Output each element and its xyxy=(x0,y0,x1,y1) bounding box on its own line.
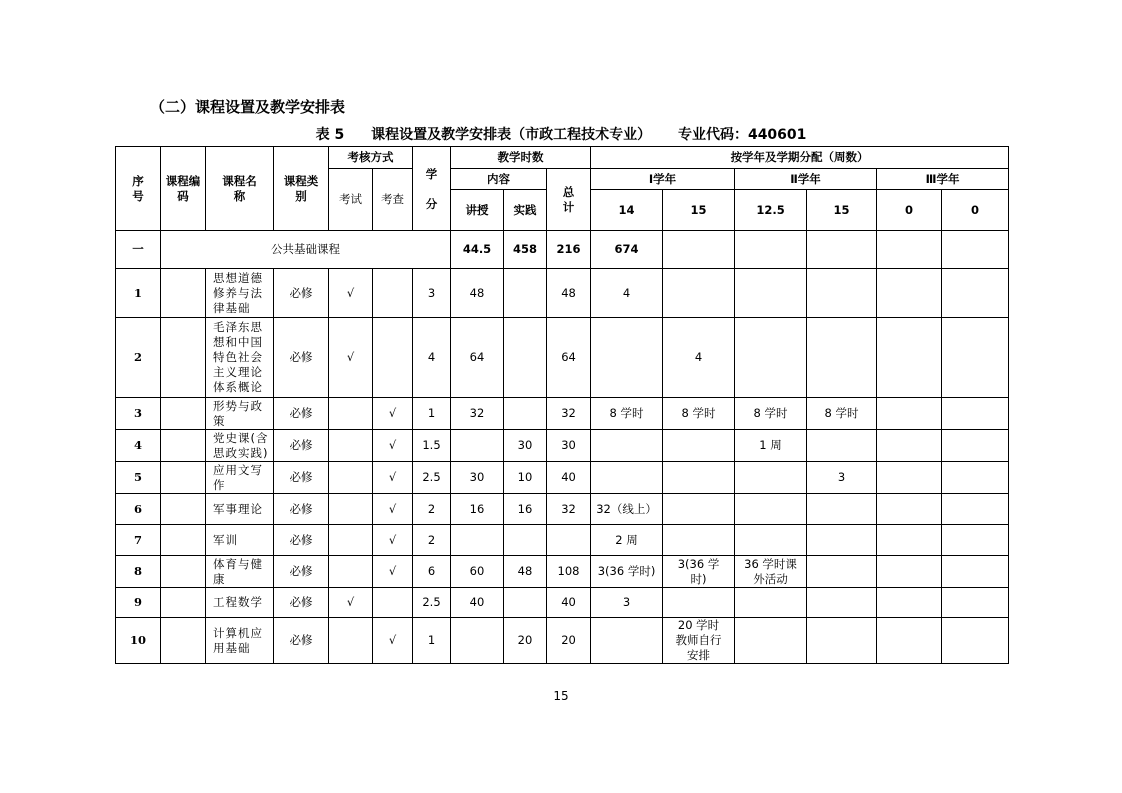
header-credit: 学分 xyxy=(413,147,451,231)
cell-practice: 10 xyxy=(504,462,547,494)
cell-check: √ xyxy=(373,494,413,525)
course-table xyxy=(115,146,1009,664)
header-seq: 序号 xyxy=(116,147,161,231)
cell-seq: 6 xyxy=(116,494,161,525)
cell-total: 40 xyxy=(547,588,591,618)
table-row xyxy=(116,588,1009,618)
cell-code xyxy=(161,525,206,556)
cell-s6 xyxy=(942,318,1009,398)
cell-s1: 4 xyxy=(591,269,663,318)
category-cell xyxy=(663,231,735,269)
cell-lecture xyxy=(451,430,504,462)
cell-s5 xyxy=(877,398,942,430)
cell-s3 xyxy=(735,318,807,398)
cell-s2: 4 xyxy=(663,318,735,398)
cell-exam: √ xyxy=(329,269,373,318)
cell-practice: 16 xyxy=(504,494,547,525)
cell-s1: 8 学时 xyxy=(591,398,663,430)
cell-exam xyxy=(329,430,373,462)
cell-exam xyxy=(329,556,373,588)
header-name: 课程名称 xyxy=(206,147,274,231)
category-lecture: 458 xyxy=(504,231,547,269)
cell-s2 xyxy=(663,525,735,556)
cell-code xyxy=(161,556,206,588)
cell-exam: √ xyxy=(329,588,373,618)
table-row xyxy=(116,556,1009,588)
cell-seq: 4 xyxy=(116,430,161,462)
cell-s3 xyxy=(735,618,807,664)
cell-s1: 2 周 xyxy=(591,525,663,556)
cell-check xyxy=(373,318,413,398)
cell-s6 xyxy=(942,494,1009,525)
cell-s3: 1 周 xyxy=(735,430,807,462)
category-seq: 一 xyxy=(116,231,161,269)
cell-code xyxy=(161,462,206,494)
category-credit: 44.5 xyxy=(451,231,504,269)
cell-s2 xyxy=(663,588,735,618)
header-total: 总计 xyxy=(547,169,591,231)
header-week-1: 14 xyxy=(591,190,663,231)
cell-total: 108 xyxy=(547,556,591,588)
cell-s5 xyxy=(877,269,942,318)
cell-check xyxy=(373,588,413,618)
cell-seq: 2 xyxy=(116,318,161,398)
cell-seq: 7 xyxy=(116,525,161,556)
cell-code xyxy=(161,618,206,664)
cell-s6 xyxy=(942,525,1009,556)
cell-s4 xyxy=(807,269,877,318)
cell-name: 体育与健康 xyxy=(206,556,274,588)
table-row xyxy=(116,618,1009,664)
cell-check: √ xyxy=(373,525,413,556)
cell-s3 xyxy=(735,494,807,525)
category-cell xyxy=(942,231,1009,269)
cell-check: √ xyxy=(373,462,413,494)
cell-check: √ xyxy=(373,618,413,664)
cell-total xyxy=(547,525,591,556)
table-row xyxy=(116,398,1009,430)
cell-credit: 2.5 xyxy=(413,588,451,618)
cell-practice xyxy=(504,525,547,556)
cell-s6 xyxy=(942,398,1009,430)
cell-s2: 20 学时教师自行安排 xyxy=(663,618,735,664)
cell-name: 军训 xyxy=(206,525,274,556)
cell-type: 必修 xyxy=(274,588,329,618)
table-title: 课程设置及教学安排表（市政工程技术专业） xyxy=(371,127,652,143)
cell-s5 xyxy=(877,494,942,525)
cell-s4 xyxy=(807,618,877,664)
cell-practice xyxy=(504,398,547,430)
cell-s5 xyxy=(877,318,942,398)
cell-type: 必修 xyxy=(274,494,329,525)
cell-total: 32 xyxy=(547,494,591,525)
cell-lecture: 48 xyxy=(451,269,504,318)
cell-s1: 32（线上） xyxy=(591,494,663,525)
header-lecture: 讲授 xyxy=(451,190,504,231)
table-row xyxy=(116,430,1009,462)
cell-s6 xyxy=(942,430,1009,462)
cell-s1: 3(36 学时) xyxy=(591,556,663,588)
cell-type: 必修 xyxy=(274,398,329,430)
header-check: 考查 xyxy=(373,169,413,231)
cell-practice xyxy=(504,269,547,318)
category-row xyxy=(116,231,1009,269)
cell-s1 xyxy=(591,462,663,494)
cell-exam xyxy=(329,462,373,494)
table-label: 表 5 xyxy=(315,127,345,143)
header-type: 课程类别 xyxy=(274,147,329,231)
cell-credit: 1.5 xyxy=(413,430,451,462)
cell-s5 xyxy=(877,556,942,588)
page-number: 15 xyxy=(553,689,569,703)
header-hours: 教学时数 xyxy=(451,147,591,169)
cell-s2: 8 学时 xyxy=(663,398,735,430)
cell-s3 xyxy=(735,269,807,318)
cell-code xyxy=(161,398,206,430)
cell-s3 xyxy=(735,588,807,618)
header-week-4: 15 xyxy=(807,190,877,231)
cell-s3: 8 学时 xyxy=(735,398,807,430)
category-total: 674 xyxy=(591,231,663,269)
cell-s5 xyxy=(877,430,942,462)
cell-s6 xyxy=(942,618,1009,664)
cell-type: 必修 xyxy=(274,430,329,462)
cell-exam xyxy=(329,525,373,556)
cell-s1 xyxy=(591,618,663,664)
cell-s2 xyxy=(663,430,735,462)
header-week-2: 15 xyxy=(663,190,735,231)
cell-name: 党史课(含思政实践) xyxy=(206,430,274,462)
cell-s2: 3(36 学时) xyxy=(663,556,735,588)
cell-practice: 48 xyxy=(504,556,547,588)
cell-practice xyxy=(504,588,547,618)
header-year-1: Ⅰ学年 xyxy=(591,169,735,190)
cell-credit: 1 xyxy=(413,618,451,664)
cell-s4: 8 学时 xyxy=(807,398,877,430)
cell-seq: 1 xyxy=(116,269,161,318)
header-code: 课程编码 xyxy=(161,147,206,231)
category-practice: 216 xyxy=(547,231,591,269)
cell-s5 xyxy=(877,618,942,664)
cell-code xyxy=(161,318,206,398)
cell-exam xyxy=(329,398,373,430)
cell-name: 计算机应用基础 xyxy=(206,618,274,664)
header-row-1 xyxy=(116,147,1009,169)
cell-exam: √ xyxy=(329,318,373,398)
cell-seq: 9 xyxy=(116,588,161,618)
cell-lecture: 30 xyxy=(451,462,504,494)
cell-name: 军事理论 xyxy=(206,494,274,525)
cell-total: 64 xyxy=(547,318,591,398)
cell-total: 30 xyxy=(547,430,591,462)
header-content: 内容 xyxy=(451,169,547,190)
category-cell xyxy=(735,231,807,269)
cell-s1: 3 xyxy=(591,588,663,618)
cell-code xyxy=(161,430,206,462)
category-name: 公共基础课程 xyxy=(161,231,451,269)
cell-lecture: 60 xyxy=(451,556,504,588)
cell-exam xyxy=(329,494,373,525)
major-code: 专业代码：440601 xyxy=(677,127,807,143)
cell-s4 xyxy=(807,494,877,525)
cell-name: 形势与政策 xyxy=(206,398,274,430)
cell-s1 xyxy=(591,430,663,462)
header-week-6: 0 xyxy=(942,190,1009,231)
table-row xyxy=(116,525,1009,556)
cell-exam xyxy=(329,618,373,664)
cell-s2 xyxy=(663,462,735,494)
table-row xyxy=(116,494,1009,525)
cell-s3 xyxy=(735,462,807,494)
cell-type: 必修 xyxy=(274,462,329,494)
table-caption xyxy=(0,124,1122,144)
cell-s3 xyxy=(735,525,807,556)
cell-type: 必修 xyxy=(274,556,329,588)
header-week-3: 12.5 xyxy=(735,190,807,231)
cell-s5 xyxy=(877,462,942,494)
cell-name: 思想道德修养与法律基础 xyxy=(206,269,274,318)
section-title: （二）课程设置及教学安排表 xyxy=(150,98,346,116)
cell-check: √ xyxy=(373,430,413,462)
cell-name: 毛泽东思想和中国特色社会主义理论体系概论 xyxy=(206,318,274,398)
cell-practice: 30 xyxy=(504,430,547,462)
cell-practice xyxy=(504,318,547,398)
cell-credit: 6 xyxy=(413,556,451,588)
cell-code xyxy=(161,269,206,318)
cell-s4 xyxy=(807,588,877,618)
cell-lecture xyxy=(451,525,504,556)
header-week-5: 0 xyxy=(877,190,942,231)
cell-s3: 36 学时课外活动 xyxy=(735,556,807,588)
cell-credit: 2 xyxy=(413,494,451,525)
cell-type: 必修 xyxy=(274,269,329,318)
header-practice: 实践 xyxy=(504,190,547,231)
cell-practice: 20 xyxy=(504,618,547,664)
header-assessment: 考核方式 xyxy=(329,147,413,169)
cell-total: 32 xyxy=(547,398,591,430)
cell-name: 工程数学 xyxy=(206,588,274,618)
cell-s2 xyxy=(663,269,735,318)
category-cell xyxy=(807,231,877,269)
cell-s4 xyxy=(807,430,877,462)
cell-s4 xyxy=(807,556,877,588)
cell-code xyxy=(161,494,206,525)
cell-s4 xyxy=(807,525,877,556)
cell-seq: 8 xyxy=(116,556,161,588)
cell-seq: 3 xyxy=(116,398,161,430)
cell-code xyxy=(161,588,206,618)
cell-lecture: 32 xyxy=(451,398,504,430)
cell-s6 xyxy=(942,588,1009,618)
cell-check: √ xyxy=(373,556,413,588)
header-exam: 考试 xyxy=(329,169,373,231)
cell-lecture: 40 xyxy=(451,588,504,618)
table-row xyxy=(116,269,1009,318)
cell-type: 必修 xyxy=(274,318,329,398)
cell-s2 xyxy=(663,494,735,525)
cell-credit: 4 xyxy=(413,318,451,398)
cell-credit: 2 xyxy=(413,525,451,556)
cell-lecture: 16 xyxy=(451,494,504,525)
cell-credit: 3 xyxy=(413,269,451,318)
cell-check xyxy=(373,269,413,318)
table-row xyxy=(116,318,1009,398)
cell-s6 xyxy=(942,462,1009,494)
cell-s5 xyxy=(877,525,942,556)
category-cell xyxy=(877,231,942,269)
cell-s4: 3 xyxy=(807,462,877,494)
cell-total: 20 xyxy=(547,618,591,664)
cell-credit: 1 xyxy=(413,398,451,430)
cell-seq: 5 xyxy=(116,462,161,494)
cell-seq: 10 xyxy=(116,618,161,664)
cell-s4 xyxy=(807,318,877,398)
cell-total: 40 xyxy=(547,462,591,494)
cell-credit: 2.5 xyxy=(413,462,451,494)
cell-name: 应用文写作 xyxy=(206,462,274,494)
cell-s5 xyxy=(877,588,942,618)
cell-type: 必修 xyxy=(274,618,329,664)
cell-lecture: 64 xyxy=(451,318,504,398)
cell-type: 必修 xyxy=(274,525,329,556)
header-distribution: 按学年及学期分配（周数） xyxy=(591,147,1009,169)
cell-check: √ xyxy=(373,398,413,430)
cell-s6 xyxy=(942,269,1009,318)
cell-total: 48 xyxy=(547,269,591,318)
cell-s6 xyxy=(942,556,1009,588)
cell-s1 xyxy=(591,318,663,398)
header-year-2: Ⅱ学年 xyxy=(735,169,877,190)
table-row xyxy=(116,462,1009,494)
cell-lecture xyxy=(451,618,504,664)
header-year-3: Ⅲ学年 xyxy=(877,169,1009,190)
